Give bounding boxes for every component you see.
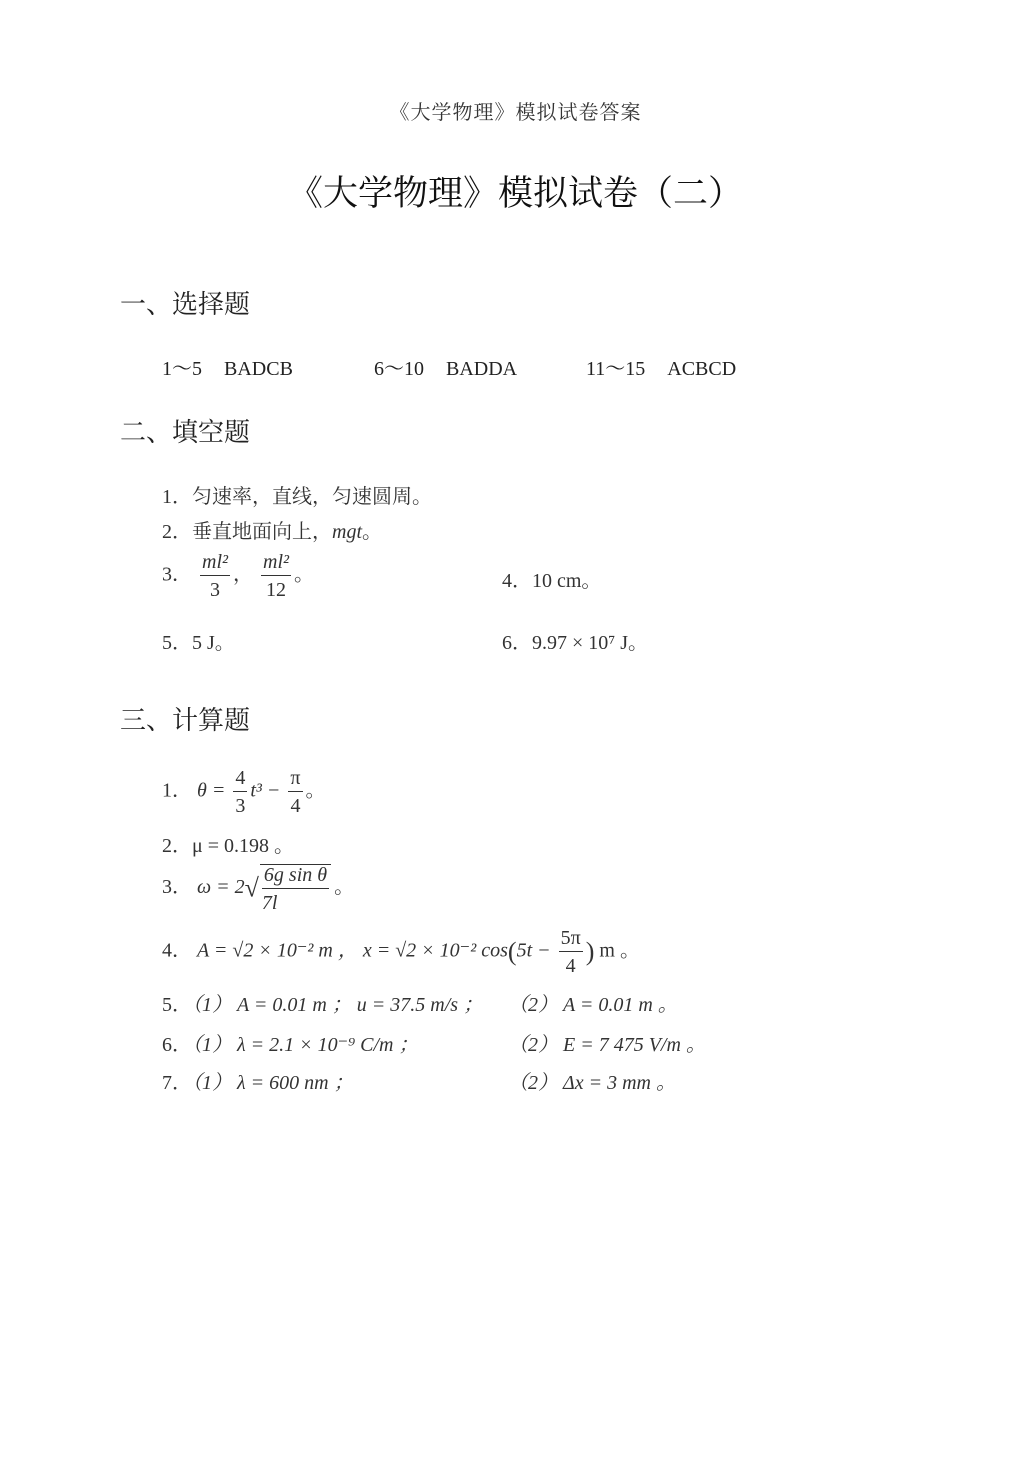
denominator: 12 [266, 579, 286, 601]
fill-answer-5 [162, 626, 235, 655]
question-number: 7． [162, 1072, 192, 1094]
question-number: 1． [162, 779, 192, 802]
section-heading-fill: 二、填空题 [120, 418, 251, 448]
question-number: 6． [502, 632, 532, 654]
expression-term: t³ − [250, 779, 281, 802]
numerator: π [288, 768, 302, 792]
fill-answer-6 [502, 626, 648, 655]
choice-answers: BADCB [224, 358, 293, 380]
calc-answer-5 [162, 988, 483, 1017]
answer-part-1: （1） A = 0.01 m ； u = 37.5 m/s ； [192, 994, 484, 1016]
answer-end: m 。 [599, 939, 640, 962]
numerator: 5π [559, 928, 583, 952]
question-number: 3． [162, 563, 192, 586]
calc-answer-6-part-2 [508, 1028, 706, 1057]
numerator: 4 [233, 768, 247, 792]
question-number: 5． [162, 994, 192, 1016]
answer-end: 。 [362, 521, 382, 543]
calc-answer-2 [162, 829, 294, 858]
question-number: 5． [162, 632, 192, 654]
question-number: 2． [162, 835, 192, 857]
page-title: 《大学物理》模拟试卷（二） [287, 174, 743, 214]
answer-end: 。 [294, 563, 314, 586]
paren-close: ) [585, 937, 595, 966]
answer-end: 。 [334, 876, 355, 899]
answer-text: 垂直地面向上， [192, 519, 332, 543]
answer-part-2: （2） E = 7 475 V/m 。 [508, 1034, 706, 1056]
question-number: 3． [162, 876, 192, 899]
fraction [200, 552, 230, 600]
choice-range: 1～5 [162, 358, 202, 380]
sqrt-fraction [260, 864, 331, 913]
question-number: 4． [162, 939, 192, 962]
denominator: 7l [261, 892, 278, 914]
question-number: 6． [162, 1034, 192, 1056]
page-header: 《大学物理》模拟试卷答案 [389, 100, 642, 124]
denominator: 3 [235, 795, 246, 817]
choice-group-2 [374, 352, 517, 381]
answer-part-1: （1） λ = 2.1 × 10⁻⁹ C/m ； [192, 1034, 419, 1056]
phase-term: 5t − [516, 939, 551, 962]
paren-open: ( [507, 937, 517, 966]
calc-answer-5-part-2 [508, 988, 678, 1017]
question-number: 1． [162, 486, 192, 508]
displacement-expression: x = √2 × 10⁻² cos [362, 939, 508, 962]
choice-answers: BADDA [446, 358, 518, 380]
expression-lhs: θ = [197, 779, 226, 802]
choice-group-3 [586, 352, 736, 381]
choice-range: 6～10 [374, 358, 424, 380]
choice-range: 11～15 [586, 358, 646, 380]
calc-answer-7 [162, 1066, 354, 1095]
numerator: 6g sin θ [262, 865, 329, 889]
fraction [559, 928, 583, 976]
answer-expression: mgt [332, 521, 362, 543]
denominator: 4 [565, 955, 576, 977]
answer-text: 10 cm。 [532, 570, 602, 592]
answer-text: 9.97 × 10⁷ J。 [532, 632, 649, 654]
fill-answer-2 [162, 515, 382, 544]
numerator: ml² [261, 552, 291, 576]
choice-answers: ACBCD [667, 358, 737, 380]
calc-answer-4 [162, 928, 640, 976]
calc-answer-7-part-2 [508, 1066, 676, 1095]
amplitude-expression: A = √2 × 10⁻² m ， [197, 939, 358, 962]
fraction [288, 768, 302, 816]
section-heading-choice: 一、选择题 [120, 290, 251, 320]
section-heading-calc: 三、计算题 [120, 706, 251, 736]
separator: ， [233, 561, 253, 586]
denominator: 4 [290, 795, 301, 817]
answer-end: 。 [305, 779, 326, 802]
answer-text: μ = 0.198 。 [192, 835, 295, 857]
question-number: 2． [162, 521, 192, 543]
denominator: 3 [210, 579, 220, 601]
question-number: 4． [502, 570, 532, 592]
calc-answer-3 [162, 864, 354, 913]
fraction [233, 768, 247, 816]
answer-text: 5 J。 [192, 632, 235, 654]
numerator: ml² [200, 552, 230, 576]
calc-answer-1 [162, 768, 326, 816]
answer-text: 匀速率，直线，匀速圆周。 [192, 484, 432, 508]
sqrt-sign: √ [244, 873, 259, 903]
fraction [261, 552, 291, 600]
answer-part-2: （2） A = 0.01 m 。 [508, 994, 678, 1016]
calc-answer-6 [162, 1028, 419, 1057]
expression-lhs: ω = 2 [197, 876, 245, 899]
fill-answer-3 [162, 552, 314, 600]
fill-answer-1 [162, 480, 432, 509]
fill-answer-4 [502, 564, 601, 593]
answer-part-2: （2） Δx = 3 mm 。 [508, 1072, 676, 1094]
choice-group-1 [162, 352, 293, 381]
answer-part-1: （1） λ = 600 nm ； [192, 1072, 354, 1094]
